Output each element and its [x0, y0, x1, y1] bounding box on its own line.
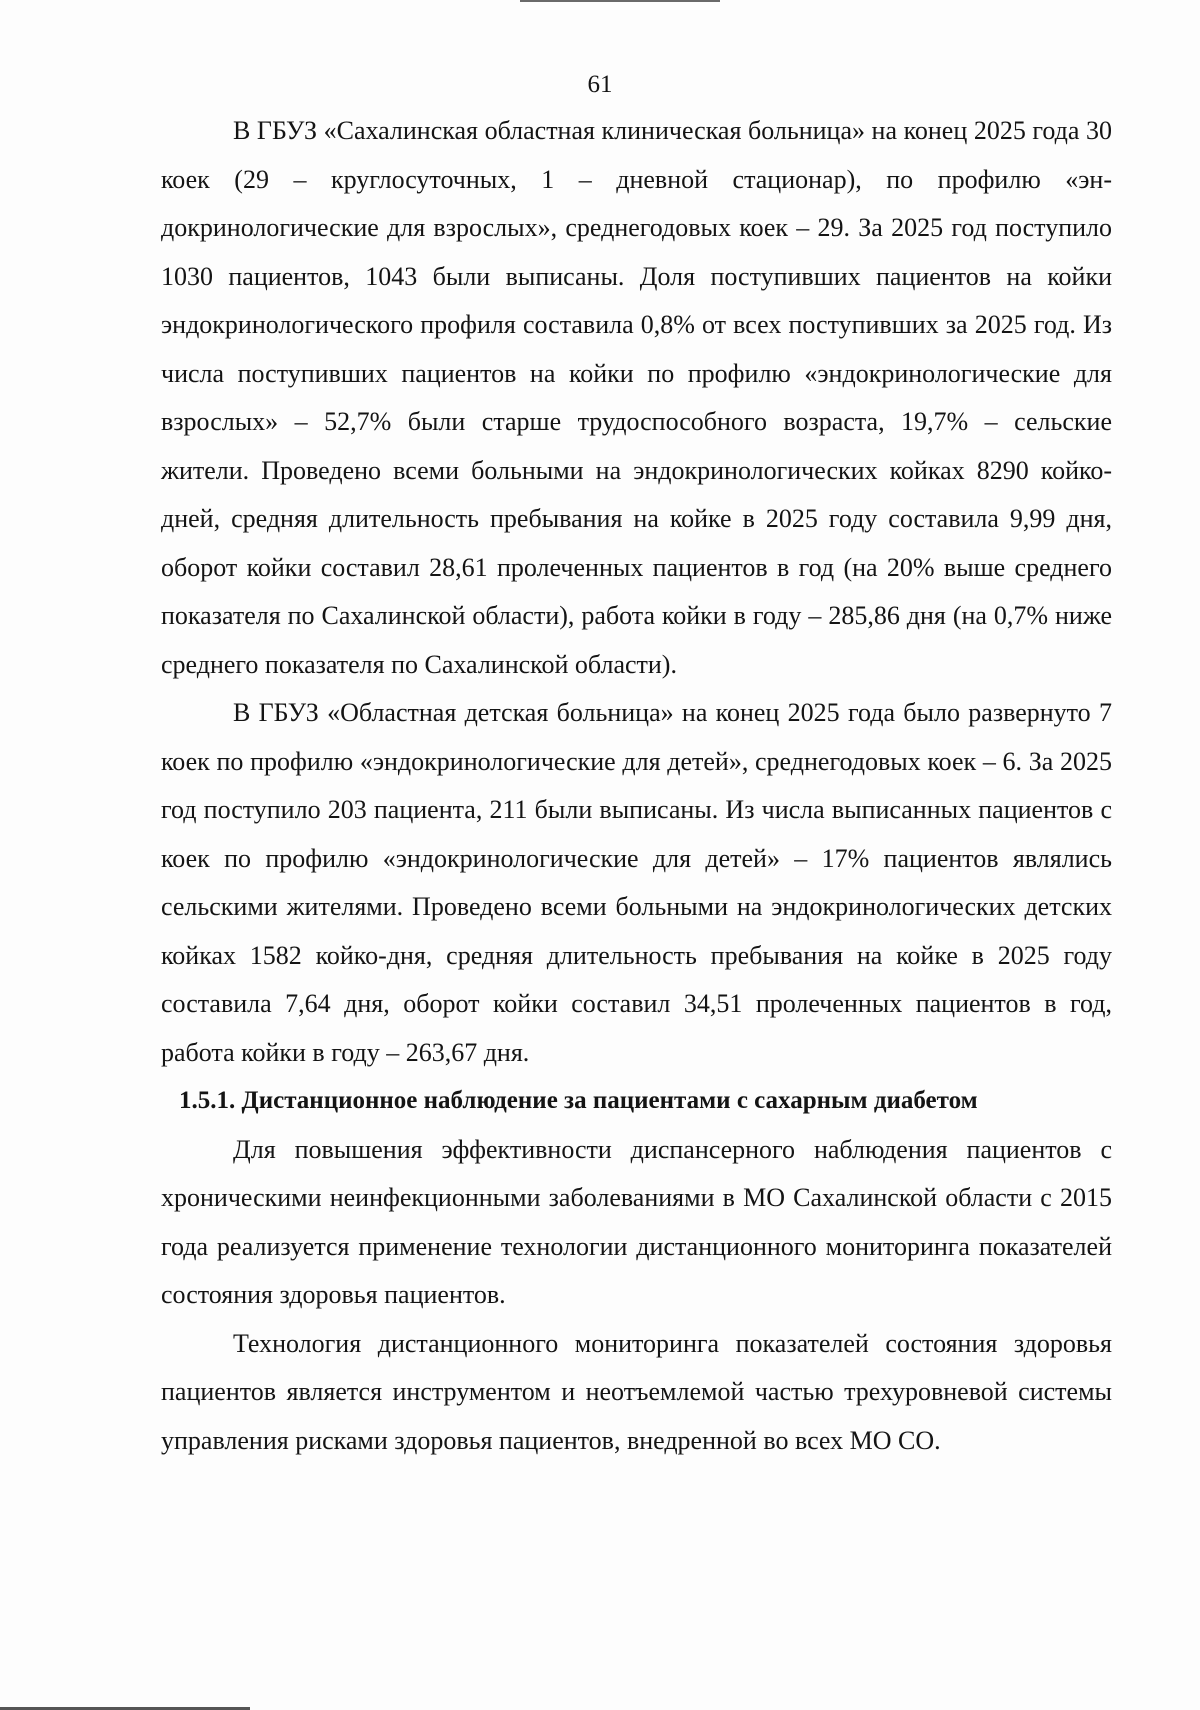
section-heading: 1.5.1. Дистанционное наблюдение за пациентами с сахарным диабетом	[179, 1087, 978, 1114]
paragraph-regional-hospital: В ГБУЗ «Сахалинская областная клиническая больница» на конец 2025 года 30 коек (29 – круглосуточных, 1 – дневной стационар), по профилю «эндокринологические для взрослых», среднегодовых коек – 29. За 2025 год поступило 1030 пациентов, 1043 были выписаны. Доля поступивших пациентов на койки эндокринологического профиля составила 0,8% от всех поступивших за 2025 год. Из числа поступивших пациентов на койки по профилю «эндокринологические для взрослых» – 52,7% были старше трудоспособного возраста, 19,7% – сельские жители. Проведено всеми больными на эндокринологических койках 8290 койко-дней, средняя длительность пребывания на койке в 2025 году составила 9,99 дня, оборот койки составил 28,61 пролеченных пациентов в год (на 20% выше среднего показателя по Сахалинской области), работа койки в году – 285,86 дня (на 0,7% ниже среднего показателя по Сахалинской области).	[161, 116, 1112, 679]
paragraph-remote-monitoring-intro: Для повышения эффективности диспансерного наблюдения пациентов с хроническими неинфекционными заболеваниями в МО Сахалинской области с 2015 года реализуется применение технологии дистанционного мониторинга показателей состояния здоровья пациентов.	[161, 1134, 1112, 1309]
body-text	[161, 107, 1112, 1465]
paragraph-remote-monitoring-technology: Технология дистанционного мониторинга показателей состояния здоровья пациентов является инструментом и неотъемлемой частью трехуровневой системы управления рисками здоровья пациентов, внедренной во всех МО СО.	[161, 1328, 1112, 1455]
page-number: 61	[587, 71, 613, 98]
top-border-line	[520, 0, 720, 2]
paragraph-childrens-hospital: В ГБУЗ «Областная детская больница» на конец 2025 года было развернуто 7 коек по профилю «эндокринологические для детей», среднегодовых коек – 6. За 2025 год поступило 203 пациента, 211 были выписаны. Из числа выписанных пациентов с коек по профилю «эндокринологические для детей» – 17% пациентов являлись сельскими жителями. Проведено всеми больными на эндокринологических детских койках 1582 койко-дня, средняя длительность пребывания на койке в 2025 году составила 7,64 дня, оборот койки составил 34,51 пролеченных пациентов в год, работа койки в году – 263,67 дня.	[161, 698, 1112, 1067]
